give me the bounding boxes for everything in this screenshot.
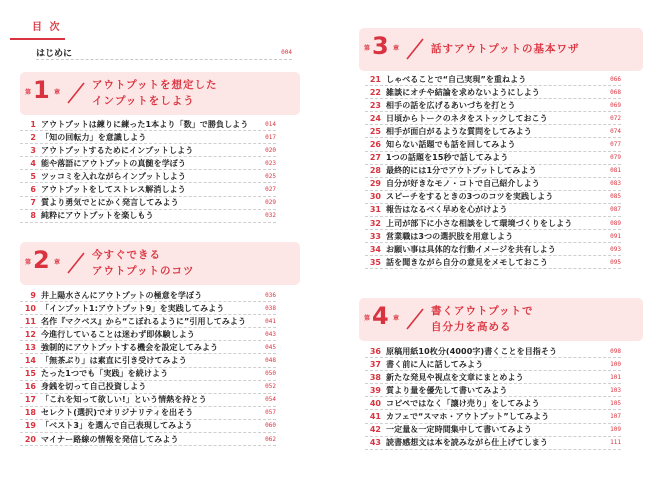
- item-number: 22: [369, 87, 381, 97]
- item-page: 079: [610, 154, 621, 162]
- item-number: 18: [24, 408, 36, 418]
- item-title: 日頃からトークのネタをストックしておこう: [386, 113, 548, 123]
- chapter-prefix: 第: [25, 89, 32, 96]
- toc-item[interactable]: [365, 152, 621, 165]
- chapter-prefix: 第: [364, 45, 371, 52]
- toc-item[interactable]: [20, 407, 276, 420]
- toc-item[interactable]: [20, 341, 276, 354]
- item-number: 28: [369, 166, 381, 176]
- item-page: 074: [610, 127, 621, 135]
- item-title: 報告はなるべく早めを心がけよう: [386, 205, 508, 215]
- item-page: 077: [610, 141, 621, 149]
- toc-item[interactable]: [365, 256, 621, 269]
- item-number: 35: [369, 257, 381, 267]
- toc-heading: [10, 18, 70, 40]
- item-title: 知らない話題でも話を回してみよう: [386, 140, 516, 150]
- item-title: 相手が面白がるような質問をしてみよう: [386, 126, 532, 136]
- toc-item[interactable]: [20, 420, 276, 433]
- toc-item[interactable]: [20, 144, 276, 157]
- item-title: 強制的にアウトプットする機会を設定してみよう: [41, 342, 219, 352]
- item-title: 「ベスト3」を選んで自己表現してみよう: [41, 421, 193, 431]
- item-title: 相手の話を広げるあいづちを打とう: [386, 100, 516, 110]
- item-number: 9: [30, 290, 36, 300]
- item-number: 7: [30, 198, 36, 208]
- item-number: 15: [24, 369, 36, 379]
- toc-item[interactable]: [365, 86, 621, 99]
- chapter-title-line: アウトプットを想定した: [92, 79, 218, 91]
- item-title: 質より量を優先して書いてみよう: [386, 385, 508, 395]
- item-title: 原稿用紙10枚分(4000字)書くことを目指そう: [386, 346, 558, 356]
- chapter-4-banner[interactable]: [359, 298, 643, 341]
- chapter-title-line: インプットをしよう: [92, 95, 195, 107]
- item-page: 014: [265, 120, 276, 128]
- chapter-4-items: [365, 345, 621, 450]
- item-number: 34: [369, 244, 381, 254]
- item-title: お願い事は具体的な行動イメージを共有しよう: [386, 244, 556, 254]
- item-number: 13: [24, 342, 36, 352]
- item-title: アウトプットは練りに練った1本より「数」で勝負しよう: [41, 119, 249, 129]
- item-page: 085: [610, 193, 621, 201]
- toc-item[interactable]: [365, 424, 621, 437]
- item-number: 17: [24, 395, 36, 405]
- item-page: 032: [265, 212, 276, 220]
- item-page: 043: [265, 330, 276, 338]
- item-page: 054: [265, 396, 276, 404]
- item-title: ツッコミを入れながらインプットしよう: [41, 171, 186, 181]
- item-title: 書く前に人に話してみよう: [386, 359, 484, 369]
- item-title: 自分が好きなモノ・コトで自己紹介しよう: [386, 179, 540, 189]
- item-title: 「無茶ぶり」は素直に引き受けてみよう: [41, 356, 187, 366]
- item-page: 072: [610, 114, 621, 122]
- item-page: 069: [610, 101, 621, 109]
- item-number: 20: [24, 434, 36, 444]
- toc-item[interactable]: [20, 394, 276, 407]
- toc-item[interactable]: [365, 230, 621, 243]
- chapter-2-items: [20, 289, 276, 446]
- item-page: 060: [265, 422, 276, 430]
- item-page: 038: [265, 304, 276, 312]
- item-page: 089: [610, 219, 621, 227]
- item-number: 3: [30, 145, 36, 155]
- toc-heading-underline: [10, 38, 65, 40]
- toc-item[interactable]: [20, 170, 276, 183]
- item-page: 087: [610, 206, 621, 214]
- item-number: 14: [24, 356, 36, 366]
- item-number: 33: [369, 231, 381, 241]
- right-page: [335, 0, 670, 486]
- item-number: 24: [369, 113, 381, 123]
- chapter-title: [92, 77, 217, 109]
- slash-divider-icon: [64, 250, 88, 276]
- chapter-3-items: [365, 73, 621, 269]
- chapter-title: [431, 41, 579, 57]
- toc-item[interactable]: [20, 315, 276, 328]
- item-title: しゃべることで“自己実現”を重ねよう: [386, 74, 527, 84]
- chapter-number: 1: [33, 76, 50, 104]
- chapter-title: [92, 247, 194, 279]
- toc-item[interactable]: [365, 410, 621, 423]
- item-page: 023: [265, 159, 276, 167]
- item-title: アウトプットするためにインプットしよう: [41, 145, 194, 155]
- item-title: 上司が部下に小さな相談をして環境づくりをしよう: [386, 218, 573, 228]
- item-title: アウトプットをしてストレス解消しよう: [41, 185, 186, 195]
- item-title: たった1つでも「実践」を続けよう: [41, 369, 169, 379]
- item-title: 最終的には1分でアウトプットしてみよう: [386, 166, 537, 176]
- chapter-1-items: [20, 118, 276, 223]
- toc-heading-text: 目 次: [32, 22, 62, 33]
- item-number: 26: [369, 140, 381, 150]
- toc-item[interactable]: [365, 191, 621, 204]
- toc-item[interactable]: [365, 371, 621, 384]
- item-title: 能や落語にアウトプットの真髄を学ぼう: [41, 158, 186, 168]
- chapter-suffix: 章: [54, 259, 61, 266]
- chapter-number: 3: [372, 32, 389, 60]
- toc-item[interactable]: [20, 131, 276, 144]
- item-number: 23: [369, 100, 381, 110]
- toc-item[interactable]: [20, 302, 276, 315]
- item-page: 041: [265, 317, 276, 325]
- item-title: 「インプット1:アウトプット9」を実践してみよう: [41, 303, 225, 313]
- chapter-title-line: アウトプットのコツ: [92, 265, 195, 277]
- item-number: 19: [24, 421, 36, 431]
- toc-item[interactable]: [365, 178, 621, 191]
- chapter-title: [431, 303, 533, 335]
- item-page: 095: [610, 258, 621, 266]
- intro-page: 004: [281, 49, 292, 56]
- toc-item[interactable]: [365, 437, 621, 450]
- item-number: 32: [369, 218, 381, 228]
- item-title: 営業職は3つの選択肢を用意しよう: [386, 231, 514, 241]
- item-number: 21: [369, 74, 381, 84]
- item-page: 027: [265, 186, 276, 194]
- intro-entry[interactable]: [36, 46, 292, 60]
- chapter-prefix: 第: [364, 315, 371, 322]
- item-number: 42: [369, 425, 381, 435]
- item-page: 045: [265, 343, 276, 351]
- item-title: 一定量＆一定時間集中して書いてみよう: [386, 425, 532, 435]
- toc-item[interactable]: [365, 165, 621, 178]
- item-number: 5: [30, 171, 36, 181]
- chapter-prefix: 第: [25, 259, 32, 266]
- slash-divider-icon: [64, 80, 88, 106]
- item-number: 4: [30, 158, 36, 168]
- item-number: 1: [30, 119, 36, 129]
- item-title: 新たな発見や視点を文章にまとめよう: [386, 372, 524, 382]
- toc-item[interactable]: [365, 73, 621, 86]
- item-page: 083: [610, 180, 621, 188]
- item-page: 050: [265, 370, 276, 378]
- chapter-title-line: 今すぐできる: [92, 249, 161, 261]
- item-page: 036: [265, 291, 276, 299]
- item-title: 「これを知って欲しい!」という情熱を持とう: [41, 395, 207, 405]
- item-title: 純粋にアウトプットを楽しもう: [41, 211, 154, 221]
- item-title: 話を聞きながら自分の意見をメモしておこう: [386, 257, 548, 267]
- item-page: 052: [265, 383, 276, 391]
- toc-item[interactable]: [20, 381, 276, 394]
- toc-item[interactable]: [365, 125, 621, 138]
- item-title: 井上陽水さんにアウトプットの極意を学ぼう: [41, 290, 203, 300]
- item-number: 43: [369, 438, 381, 448]
- toc-item[interactable]: [365, 358, 621, 371]
- item-page: 091: [610, 232, 621, 240]
- item-number: 25: [369, 126, 381, 136]
- toc-item[interactable]: [365, 345, 621, 358]
- item-number: 11: [24, 316, 36, 326]
- slash-divider-icon: [403, 306, 427, 332]
- item-page: 105: [610, 399, 621, 407]
- item-title: 雑談にオチや結論を求めないようにしよう: [386, 87, 540, 97]
- item-page: 025: [265, 172, 276, 180]
- item-title: 身銭を切って自己投資しよう: [41, 382, 147, 392]
- item-page: 111: [610, 439, 621, 447]
- item-number: 27: [369, 153, 381, 163]
- item-number: 8: [30, 211, 36, 221]
- toc-item[interactable]: [20, 433, 276, 446]
- item-number: 29: [369, 179, 381, 189]
- item-page: 100: [610, 360, 621, 368]
- item-number: 36: [369, 346, 381, 356]
- toc-item[interactable]: [20, 289, 276, 302]
- item-page: 107: [610, 413, 621, 421]
- item-title: 読書感想文は本を読みながら仕上げてしまう: [386, 438, 548, 448]
- toc-item[interactable]: [365, 99, 621, 112]
- item-number: 41: [369, 412, 381, 422]
- slash-divider-icon: [403, 36, 427, 62]
- item-number: 38: [369, 372, 381, 382]
- item-page: 098: [610, 347, 621, 355]
- chapter-number: 2: [33, 246, 50, 274]
- toc-item[interactable]: [20, 118, 276, 131]
- item-title: コピペではなく「譲け売り」をしてみよう: [386, 398, 540, 408]
- toc-item[interactable]: [365, 384, 621, 397]
- item-number: 40: [369, 398, 381, 408]
- chapter-number: 4: [372, 302, 389, 330]
- item-page: 062: [265, 435, 276, 443]
- item-page: 093: [610, 245, 621, 253]
- item-number: 16: [24, 382, 36, 392]
- item-page: 101: [610, 373, 621, 381]
- item-title: 名作『マクベス』から“こぼれるように”引用してみよう: [41, 316, 247, 326]
- item-page: 029: [265, 199, 276, 207]
- toc-item[interactable]: [365, 204, 621, 217]
- item-page: 109: [610, 426, 621, 434]
- item-page: 020: [265, 146, 276, 154]
- chapter-1-banner[interactable]: [20, 72, 300, 115]
- item-title: 「知の回転力」を意識しよう: [41, 132, 147, 142]
- item-number: 39: [369, 385, 381, 395]
- item-title: スピーチをするときの3つのコツを実践しよう: [386, 192, 554, 202]
- toc-item[interactable]: [20, 197, 276, 210]
- item-page: 081: [610, 167, 621, 175]
- toc-item[interactable]: [365, 243, 621, 256]
- item-number: 37: [369, 359, 381, 369]
- item-page: 057: [265, 409, 276, 417]
- chapter-title-line: 話すアウトプットの基本ワザ: [431, 43, 580, 55]
- intro-title: はじめに: [36, 49, 73, 59]
- item-page: 048: [265, 357, 276, 365]
- item-number: 6: [30, 185, 36, 195]
- item-number: 30: [369, 192, 381, 202]
- toc-item[interactable]: [365, 138, 621, 151]
- item-title: マイナー路線の情報を発信してみよう: [41, 434, 179, 444]
- toc-item[interactable]: [20, 368, 276, 381]
- item-title: セレクト(選択)でオリジナリティを出そう: [41, 408, 194, 418]
- item-number: 12: [24, 329, 36, 339]
- item-page: 103: [610, 386, 621, 394]
- item-page: 068: [610, 88, 621, 96]
- toc-item[interactable]: [20, 210, 276, 223]
- chapter-title-line: 自分力を高める: [431, 321, 512, 333]
- chapter-3-banner[interactable]: [359, 28, 643, 71]
- item-number: 31: [369, 205, 381, 215]
- item-title: 1つの話題を15秒で話してみよう: [386, 153, 509, 163]
- chapter-suffix: 章: [54, 89, 61, 96]
- toc-item[interactable]: [365, 217, 621, 230]
- item-title: 質より勇気でとにかく発言してみよう: [41, 198, 179, 208]
- chapter-2-banner[interactable]: [20, 242, 300, 285]
- item-page: 017: [265, 133, 276, 141]
- chapter-title-line: 書くアウトプットで: [431, 305, 534, 317]
- toc-item[interactable]: [20, 183, 276, 196]
- toc-item[interactable]: [20, 328, 276, 341]
- item-number: 2: [30, 132, 36, 142]
- toc-item[interactable]: [365, 397, 621, 410]
- item-page: 066: [610, 75, 621, 83]
- toc-item[interactable]: [365, 112, 621, 125]
- chapter-suffix: 章: [393, 45, 400, 52]
- item-title: 今進行していることは迷わず即体験しよう: [41, 329, 195, 339]
- chapter-suffix: 章: [393, 315, 400, 322]
- toc-item[interactable]: [20, 157, 276, 170]
- item-title: カフェで“スマホ・アウトプット”してみよう: [386, 412, 550, 422]
- item-number: 10: [24, 303, 36, 313]
- toc-item[interactable]: [20, 354, 276, 367]
